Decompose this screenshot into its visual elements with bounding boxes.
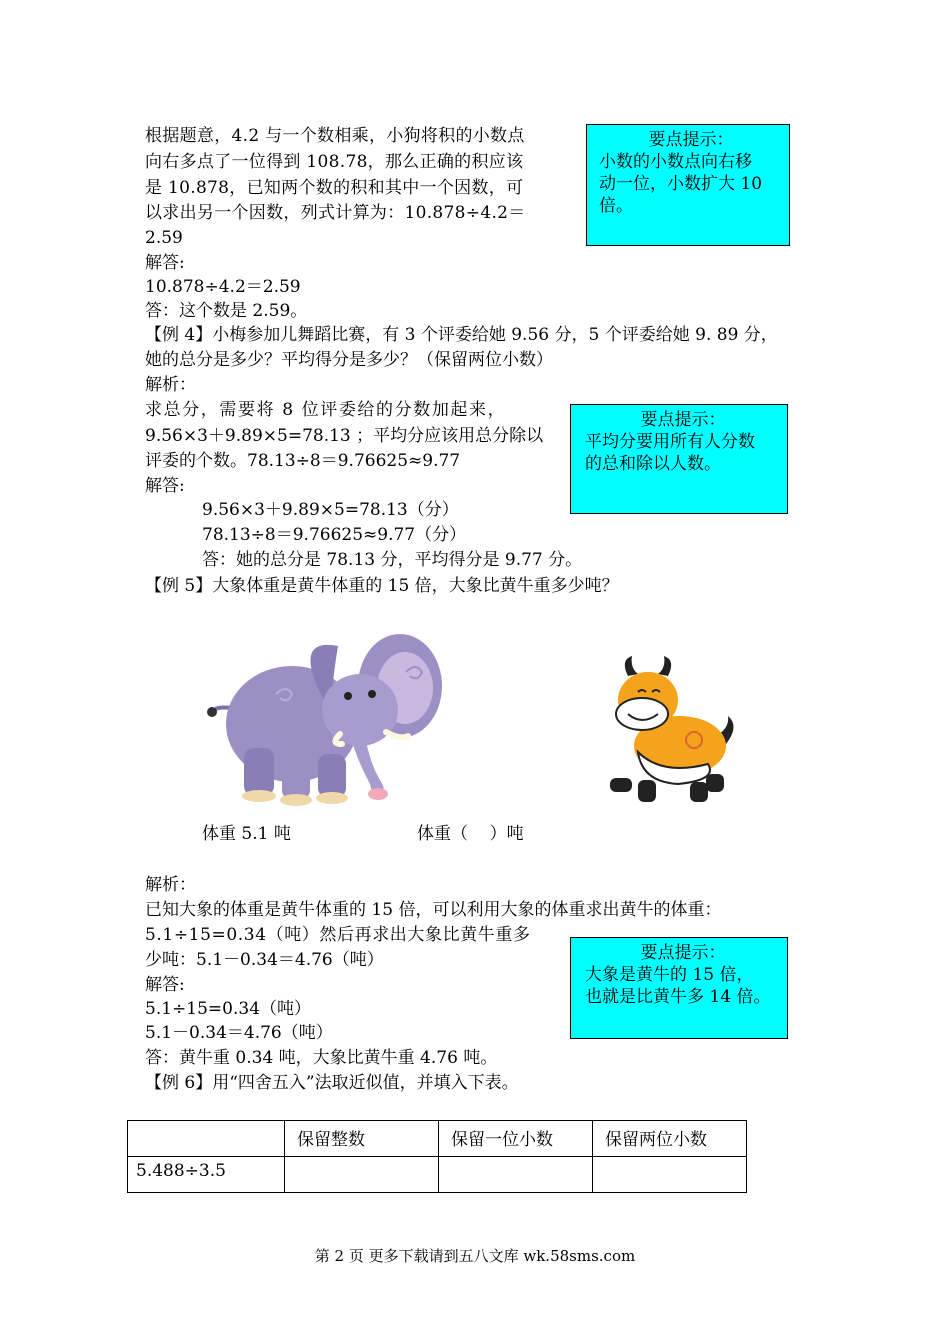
ex5-answer-line-3: 答：黄牛重 0.34 吨，大象比黄牛重 4.76 吨。: [145, 1048, 498, 1068]
ex5-answer-line-1: 5.1÷15=0.34（吨）: [145, 999, 312, 1019]
elephant-illustration: [200, 628, 450, 808]
ex3-analysis-line-4: 以求出另一个因数，列式计算为：10.878÷4.2＝: [145, 203, 526, 223]
tip-line: 动一位，小数扩大 10: [599, 174, 763, 194]
tip-line: 大象是黄牛的 15 倍，: [585, 965, 754, 985]
tip-line: 平均分要用所有人分数: [585, 432, 755, 452]
table-header-cell: [128, 1121, 285, 1157]
tip-line: 小数的小数点向右移: [599, 152, 752, 172]
ex4-analysis-line-3: 评委的个数。78.13÷8＝9.76625≈9.77: [145, 451, 461, 471]
tip-title: 要点提示：: [648, 130, 734, 150]
tip-title: 要点提示：: [640, 410, 726, 430]
ex3-analysis-line-2: 向右多点了一位得到 108.78，那么正确的积应该: [145, 152, 524, 172]
table-header-cell: 保留整数: [285, 1121, 439, 1157]
tip-line: 倍。: [599, 196, 633, 216]
ex4-answer-line-2: 78.13÷8＝9.76625≈9.77（分）: [202, 525, 467, 545]
ex5-answer-line-2: 5.1－0.34＝4.76（吨）: [145, 1023, 333, 1043]
table-cell-answer: [439, 1157, 593, 1193]
ex3-analysis-line-3: 是 10.878，已知两个数的积和其中一个因数，可: [145, 178, 524, 198]
table-header-cell: 保留两位小数: [593, 1121, 747, 1157]
ex4-tip-box: [570, 404, 788, 514]
ex4-answer-line-1: 9.56×3＋9.89×5=78.13（分）: [202, 500, 459, 520]
ex3-answer-label: 解答:: [145, 253, 185, 273]
tip-line: 也就是比黄牛多 14 倍。: [585, 987, 771, 1007]
ex5-answer-label: 解答:: [145, 975, 185, 995]
ex5-analysis-line-3: 少吨：5.1－0.34＝4.76（吨）: [145, 950, 384, 970]
table-cell-answer: [593, 1157, 747, 1193]
ex4-analysis-line-1: 求总分，需要将 8 位评委给的分数加起来，: [145, 400, 507, 420]
ex5-analysis-line-1: 已知大象的体重是黄牛体重的 15 倍，可以利用大象的体重求出黄牛的体重：: [145, 900, 722, 920]
ex3-calculation: 10.878÷4.2＝2.59: [145, 277, 301, 297]
ex3-answer: 答：这个数是 2.59。: [145, 301, 308, 321]
tip-line: 的总和除以人数。: [585, 454, 721, 474]
tip-title: 要点提示：: [640, 943, 726, 963]
ex4-analysis-line-2: 9.56×3＋9.89×5=78.13 ；平均分应该用总分除以: [145, 426, 544, 446]
ex5-analysis-line-2: 5.1÷15=0.34（吨）然后再求出大象比黄牛重多: [145, 925, 531, 945]
ex5-tip-box: [570, 937, 788, 1039]
ex5-question: 【例 5】大象体重是黄牛体重的 15 倍，大象比黄牛重多少吨？: [145, 576, 619, 596]
ex4-answer-line-3: 答：她的总分是 78.13 分，平均得分是 9.77 分。: [202, 550, 583, 570]
ex4-question-line-1: 【例 4】小梅参加儿舞蹈比赛，有 3 个评委给她 9.56 分，5 个评委给她 9. 89 分，: [145, 325, 778, 345]
rounding-table: [127, 1120, 747, 1193]
ex4-analysis-label: 解析：: [145, 375, 196, 395]
table-header-cell: 保留一位小数: [439, 1121, 593, 1157]
table-header-row: [128, 1121, 747, 1157]
page-footer: 第 2 页 更多下载请到五八文库 wk.58sms.com: [314, 1247, 636, 1265]
ex5-analysis-label: 解析：: [145, 875, 196, 895]
ox-caption: 体重（ ）吨: [417, 824, 524, 844]
ex4-answer-label: 解答:: [145, 476, 185, 496]
table-cell-answer: [285, 1157, 439, 1193]
ex6-question: 【例 6】用“四舍五入”法取近似值，并填入下表。: [145, 1073, 519, 1093]
table-cell: 5.488÷3.5: [128, 1157, 285, 1193]
ox-illustration: [598, 656, 748, 806]
table-row: [128, 1157, 747, 1193]
elephant-caption: 体重 5.1 吨: [202, 824, 291, 844]
ex3-tip-box: [586, 124, 790, 246]
ex3-analysis-line-1: 根据题意，4.2 与一个数相乘，小狗将积的小数点: [145, 126, 525, 146]
ex3-analysis-line-5: 2.59: [145, 228, 183, 248]
ex4-question-line-2: 她的总分是多少？平均得分是多少？（保留两位小数）: [145, 350, 553, 370]
